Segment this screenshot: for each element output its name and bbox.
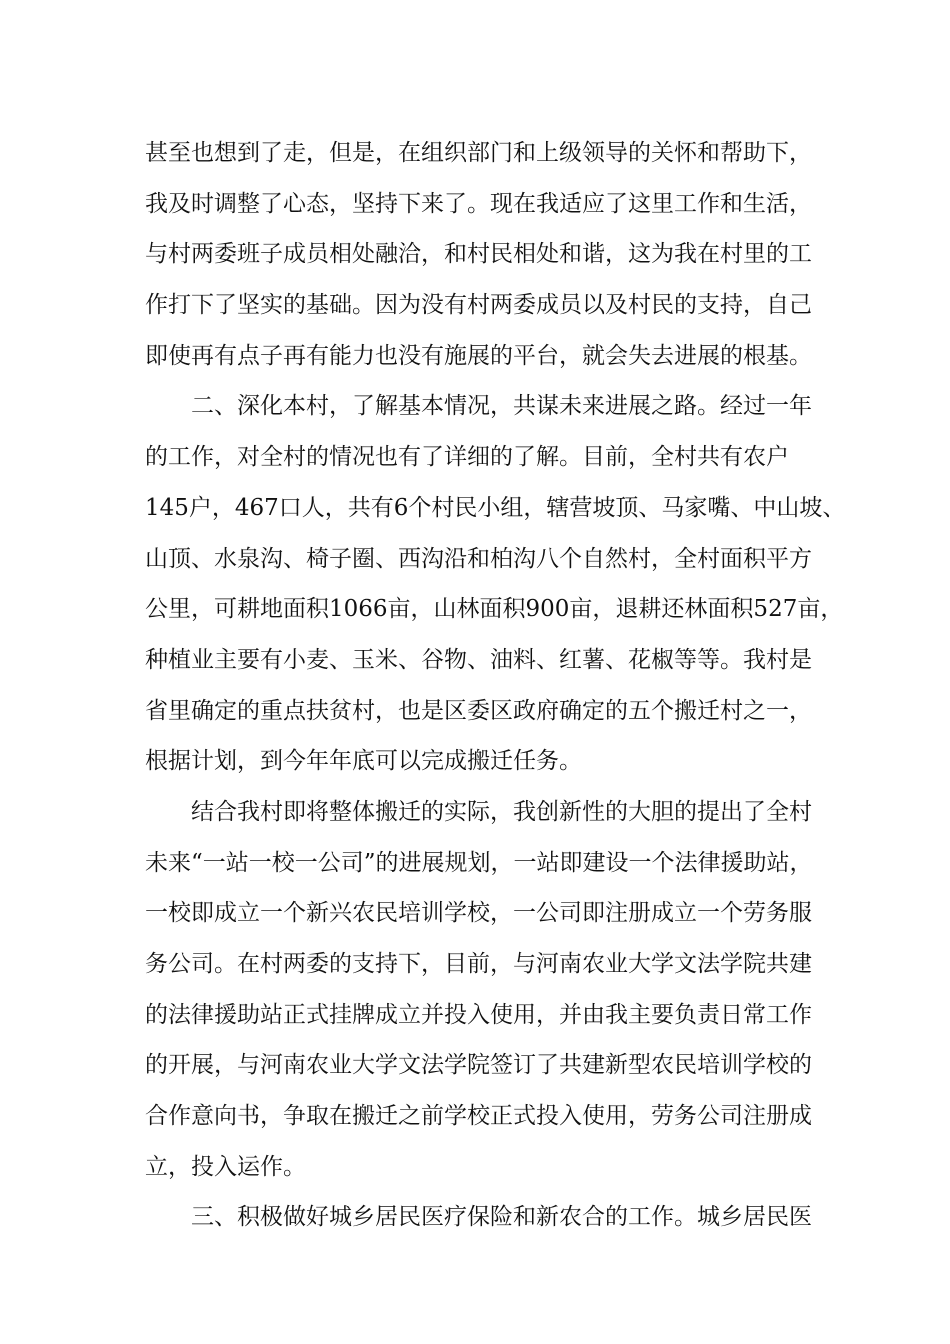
paragraph-start-line: 二、深化本村，了解基本情况，共谋未来进展之路。经过一年 <box>191 393 812 420</box>
text-line: 未来“一站一校一公司”的进展规划，一站即建设一个法律援助站， <box>145 849 813 876</box>
text-line: 立，投入运作。 <box>145 1153 306 1180</box>
text-line: 一校即成立一个新兴农民培训学校，一公司即注册成立一个劳务服 <box>145 900 812 927</box>
text-line: 作打下了坚实的基础。因为没有村两委成员以及村民的支持，自己 <box>145 292 812 319</box>
text-line: 山顶、水泉沟、椅子圈、西沟沿和柏沟八个自然村，全村面积平方 <box>145 545 812 572</box>
body-text <box>145 128 846 1243</box>
text-line: 我及时调整了心态，坚持下来了。现在我适应了这里工作和生活， <box>145 190 812 217</box>
paragraph-start-line: 结合我村即将整体搬迁的实际，我创新性的大胆的提出了全村 <box>191 798 812 825</box>
text-line: 与村两委班子成员相处融洽，和村民相处和谐，这为我在村里的工 <box>145 241 812 268</box>
text-line: 种植业主要有小麦、玉米、谷物、油料、红薯、花椒等等。我村是 <box>145 646 812 673</box>
text-line: 根据计划，到今年年底可以完成搬迁任务。 <box>145 748 582 775</box>
text-line: 即使再有点子再有能力也没有施展的平台，就会失去进展的根基。 <box>145 342 812 369</box>
text-line: 145户，467口人，共有6个村民小组，辖营坡顶、马家嘴、中山坡、 <box>145 494 846 521</box>
text-line: 的工作，对全村的情况也有了详细的了解。目前，全村共有农户 <box>145 444 789 471</box>
text-line: 省里确定的重点扶贫村，也是区委区政府确定的五个搬迁村之一， <box>145 697 812 724</box>
text-line: 务公司。在村两委的支持下，目前，与河南农业大学文法学院共建 <box>145 951 812 977</box>
text-line: 甚至也想到了走，但是，在组织部门和上级领导的关怀和帮助下， <box>145 140 812 166</box>
text-line: 的开展，与河南农业大学文法学院签订了共建新型农民培训学校的 <box>145 1052 812 1079</box>
text-line: 的法律援助站正式挂牌成立并投入使用，并由我主要负责日常工作 <box>145 1001 812 1028</box>
text-line: 合作意向书，争取在搬迁之前学校正式投入使用，劳务公司注册成 <box>145 1103 812 1130</box>
paragraph-start-line: 三、积极做好城乡居民医疗保险和新农合的工作。城乡居民医 <box>191 1204 812 1231</box>
text-line: 公里，可耕地面积1066亩，山林面积900亩，退耕还林面积527亩， <box>145 596 844 623</box>
